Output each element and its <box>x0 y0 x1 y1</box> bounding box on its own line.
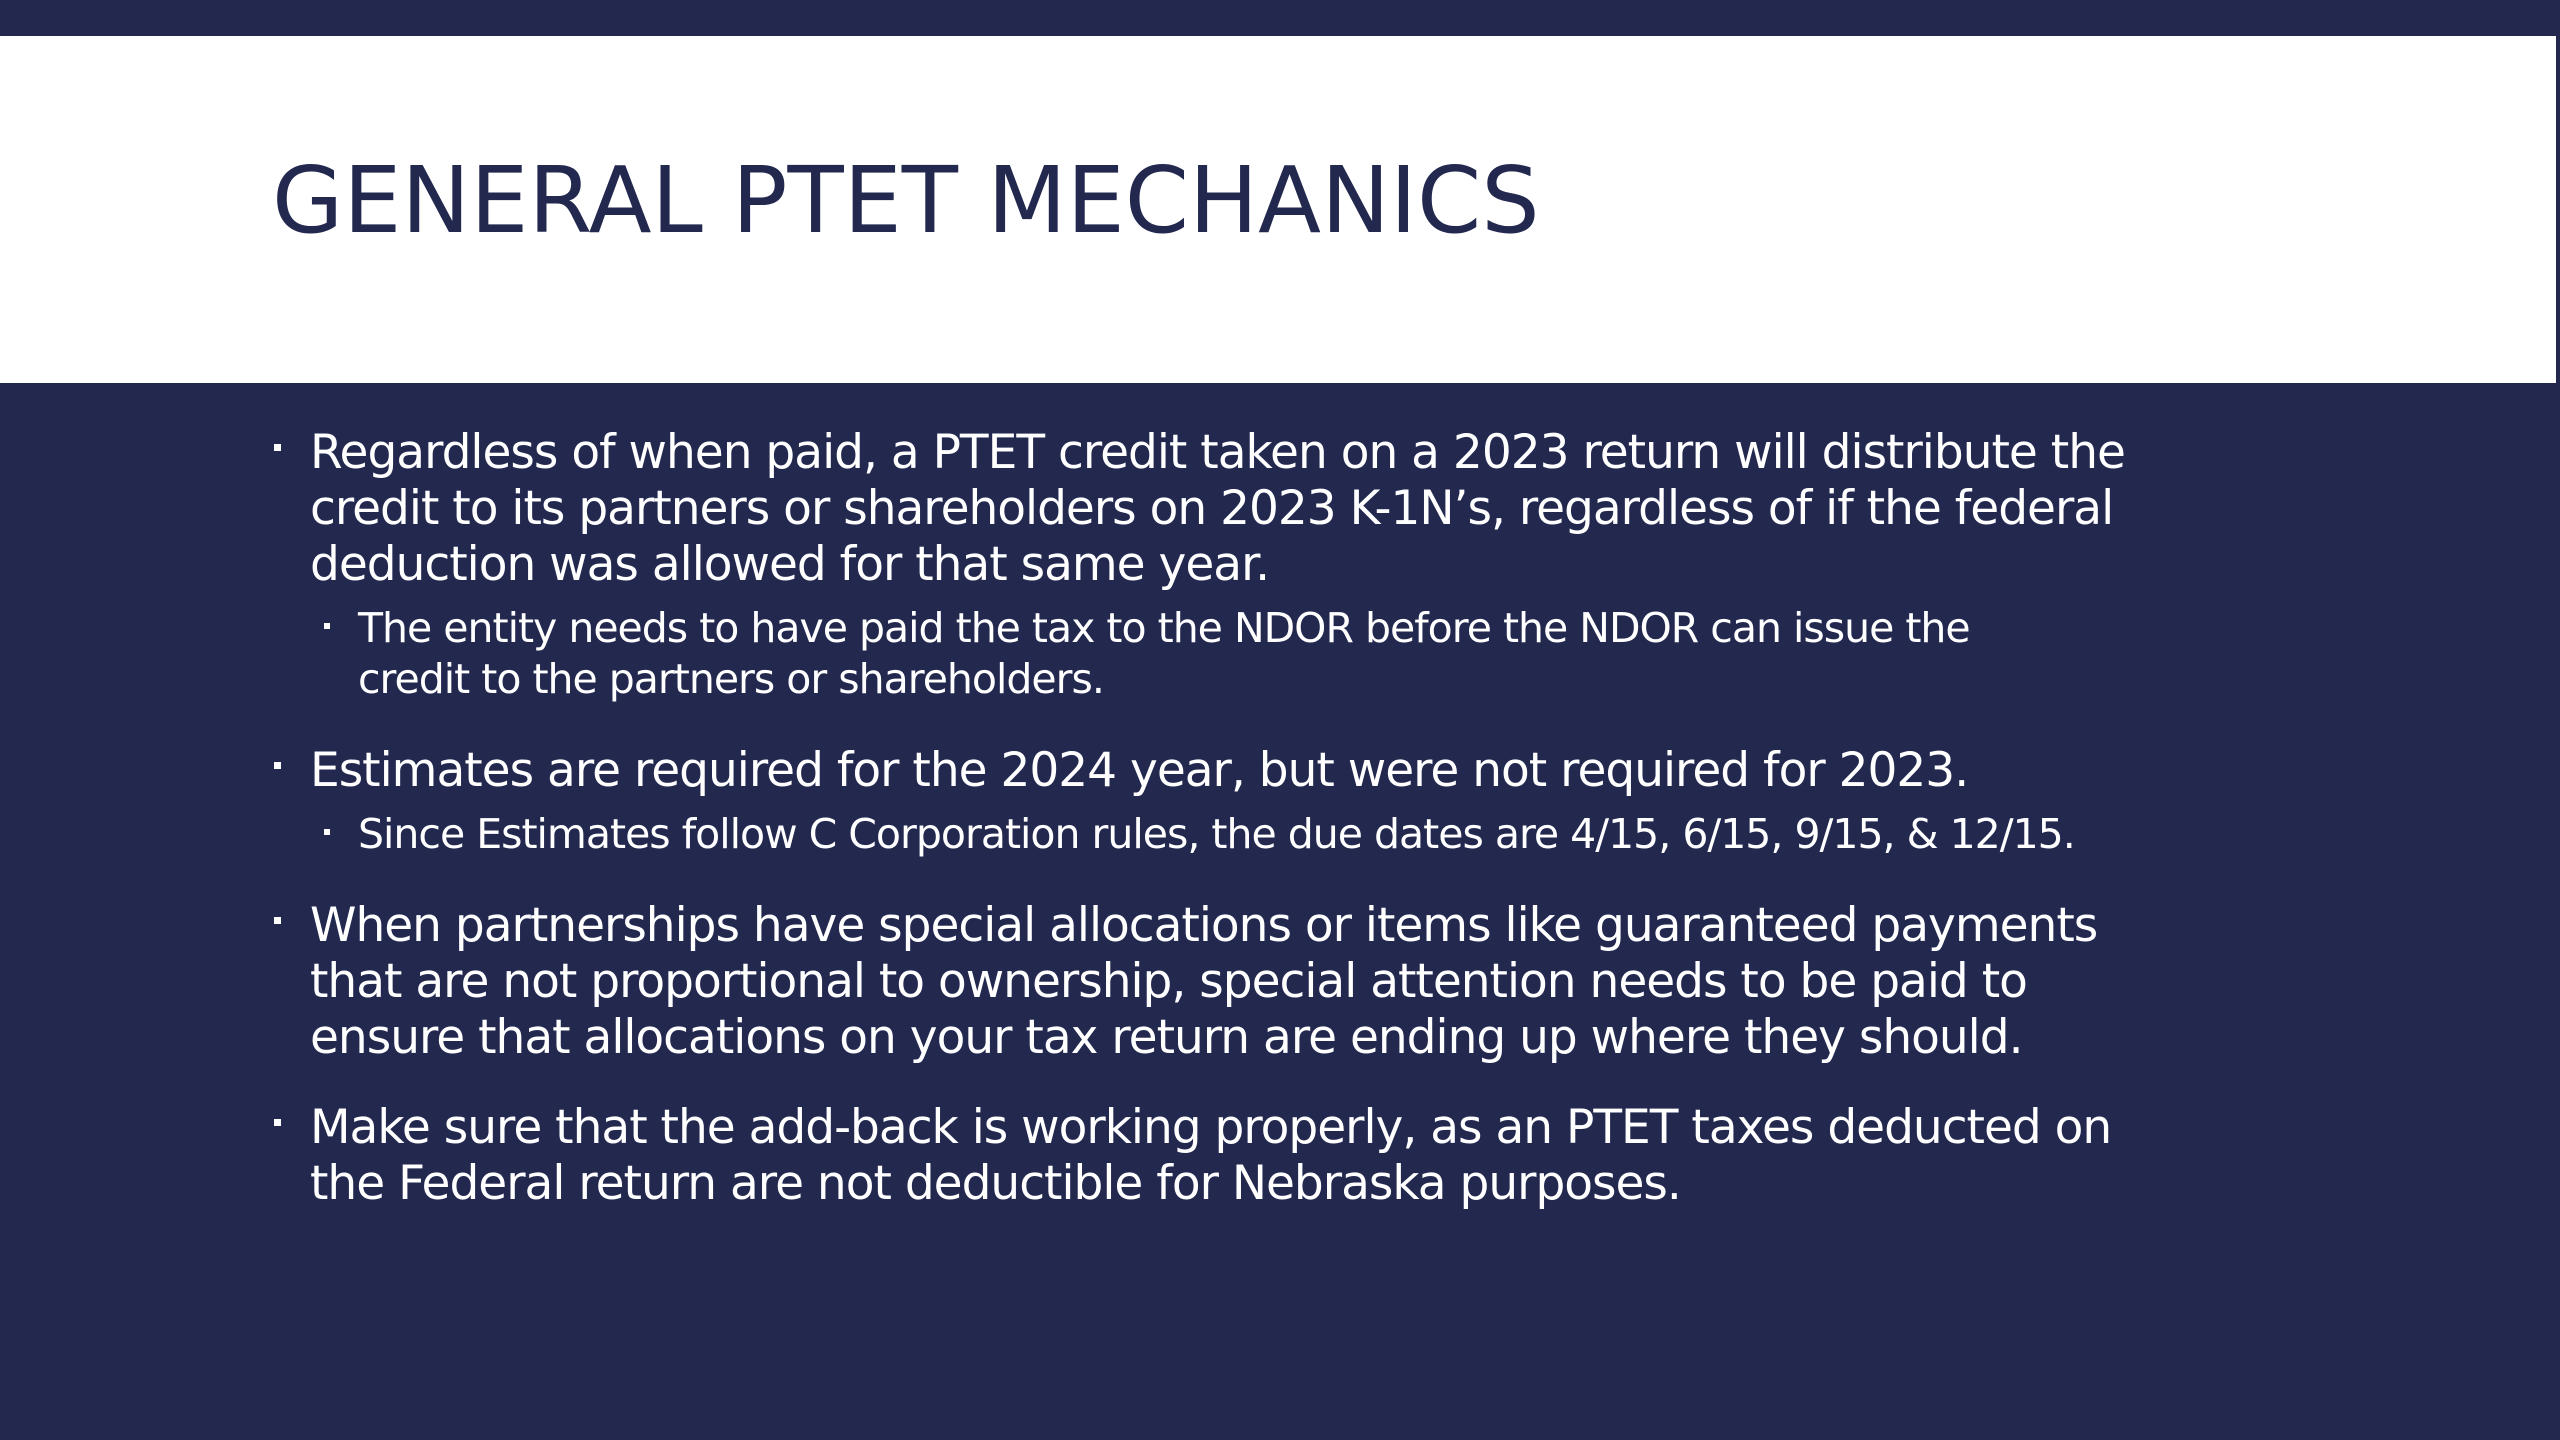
bullet-4 <box>272 1100 2272 1212</box>
bullet-line: deduction was allowed for that same year. <box>310 537 1270 592</box>
bullet-marker-icon <box>274 1119 281 1126</box>
sub-bullet-marker-icon <box>324 623 330 629</box>
sub-bullet-1-1 <box>272 603 2272 705</box>
bullet-line: ensure that allocations on your tax return are ending up where they should. <box>310 1010 2023 1065</box>
bullet-marker-icon <box>274 917 281 924</box>
top-strip <box>0 0 2560 36</box>
bullet-3 <box>272 898 2272 1066</box>
sub-bullet-line: The entity needs to have paid the tax to the NDOR before the NDOR can issue the <box>358 604 1970 652</box>
slide-title: GENERAL PTET MECHANICS <box>272 147 1540 254</box>
sub-bullet-line: Since Estimates follow C Corporation rules, the due dates are 4/15, 6/15, 9/15, & 12/15. <box>358 810 2075 858</box>
bullet-1 <box>272 425 2272 593</box>
bullet-line: credit to its partners or shareholders on 2023 K-1N’s, regardless of if the federal <box>310 481 2114 536</box>
bullet-line: that are not proportional to ownership, special attention needs to be paid to <box>310 954 2027 1009</box>
bullet-line: Make sure that the add-back is working properly, as an PTET taxes deducted on <box>310 1100 2112 1155</box>
bullet-line: the Federal return are not deductible for Nebraska purposes. <box>310 1156 1681 1211</box>
bullet-line: When partnerships have special allocations or items like guaranteed payments <box>310 898 2098 953</box>
bullet-marker-icon <box>274 762 281 769</box>
sub-bullet-marker-icon <box>324 829 330 835</box>
bullet-line: Regardless of when paid, a PTET credit taken on a 2023 return will distribute the <box>310 425 2125 480</box>
bullet-marker-icon <box>274 444 281 451</box>
bullet-2 <box>272 743 2272 799</box>
bullet-line: Estimates are required for the 2024 year, but were not required for 2023. <box>310 743 1969 798</box>
sub-bullet-line: credit to the partners or shareholders. <box>358 655 1104 703</box>
slide-body <box>272 425 2272 1212</box>
sub-bullet-2-1 <box>272 809 2272 860</box>
